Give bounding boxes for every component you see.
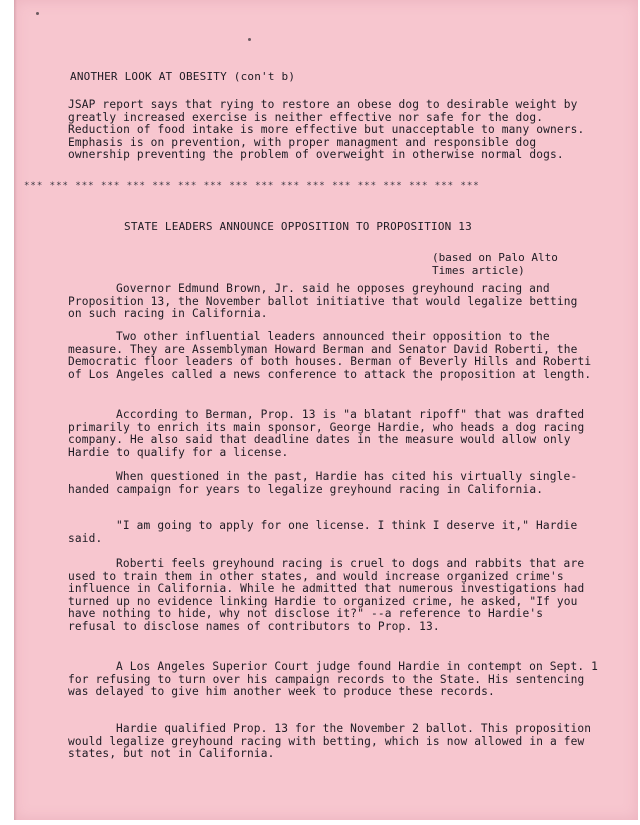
article-paragraph: A Los Angeles Superior Court judge found Hardie in contempt on Sept. 1 for refusing to turn over his campaign records to the State. His sentencing was delayed to give him another week to produce these records. — [68, 660, 598, 699]
paper-speck — [248, 38, 251, 41]
obesity-paragraph: JSAP report says that rying to restore an obese dog to desirable weight by greatly increased exercise is neither effective nor safe for the dog. Reduction of food intake is more effective but unacceptable to many owners. Emphasis is on prevention, with proper managment and responsible dog ownership preventing the problem of overweight in otherwise normal dogs. — [68, 98, 585, 162]
article-paragraph: Roberti feels greyhound racing is cruel to dogs and rabbits that are used to train them in other states, and would increase organized crime's influence in California. While he admitted that numerous investigations had turned up no evidence linking Hardie to organized crime, he asked, "If you have nothing to hide, why not disclose it?" --a reference to Hardie's refusal to disclose names of contributors to Prop. 13. — [68, 557, 585, 633]
article-headline: STATE LEADERS ANNOUNCE OPPOSITION TO PROPOSITION 13 — [124, 220, 472, 233]
article-paragraph: Governor Edmund Brown, Jr. said he opposes greyhound racing and Proposition 13, the November ballot initiative that would legalize betting on such racing in California. — [68, 282, 578, 321]
article-paragraph: According to Berman, Prop. 13 is "a blatant ripoff" that was drafted primarily to enrich its main sponsor, George Hardie, who heads a dog racing company. He also said that deadline dates in the measure would allow only Hardie to qualify for a license. — [68, 408, 585, 459]
article-paragraph: "I am going to apply for one license. I think I deserve it," Hardie said. — [68, 519, 578, 545]
article-paragraph: Hardie qualified Prop. 13 for the November 2 ballot. This proposition would legalize greyhound racing with betting, which is now allowed in a few states, but not in California. — [68, 722, 592, 761]
section-title: ANOTHER LOOK AT OBESITY (con't b) — [70, 70, 296, 83]
paper-speck — [36, 12, 39, 15]
page-edge-shadow — [14, 0, 17, 820]
article-paragraph: Two other influential leaders announced their opposition to the measure. They are Assemblyman Howard Berman and Senator David Roberti, the Democratic floor leaders of both houses. Berman of Beverly Hills and Roberti of Los Angeles called a news conference to attack the proposition at length. — [68, 330, 592, 381]
article-source-credit: (based on Palo Alto Times article) — [432, 251, 558, 277]
asterisk-divider: *** *** *** *** *** *** *** *** *** *** *** *** *** *** *** *** *** *** — [24, 181, 480, 191]
article-paragraph: When questioned in the past, Hardie has cited his virtually single-handed campaign for years to legalize greyhound racing in California. — [68, 470, 578, 496]
